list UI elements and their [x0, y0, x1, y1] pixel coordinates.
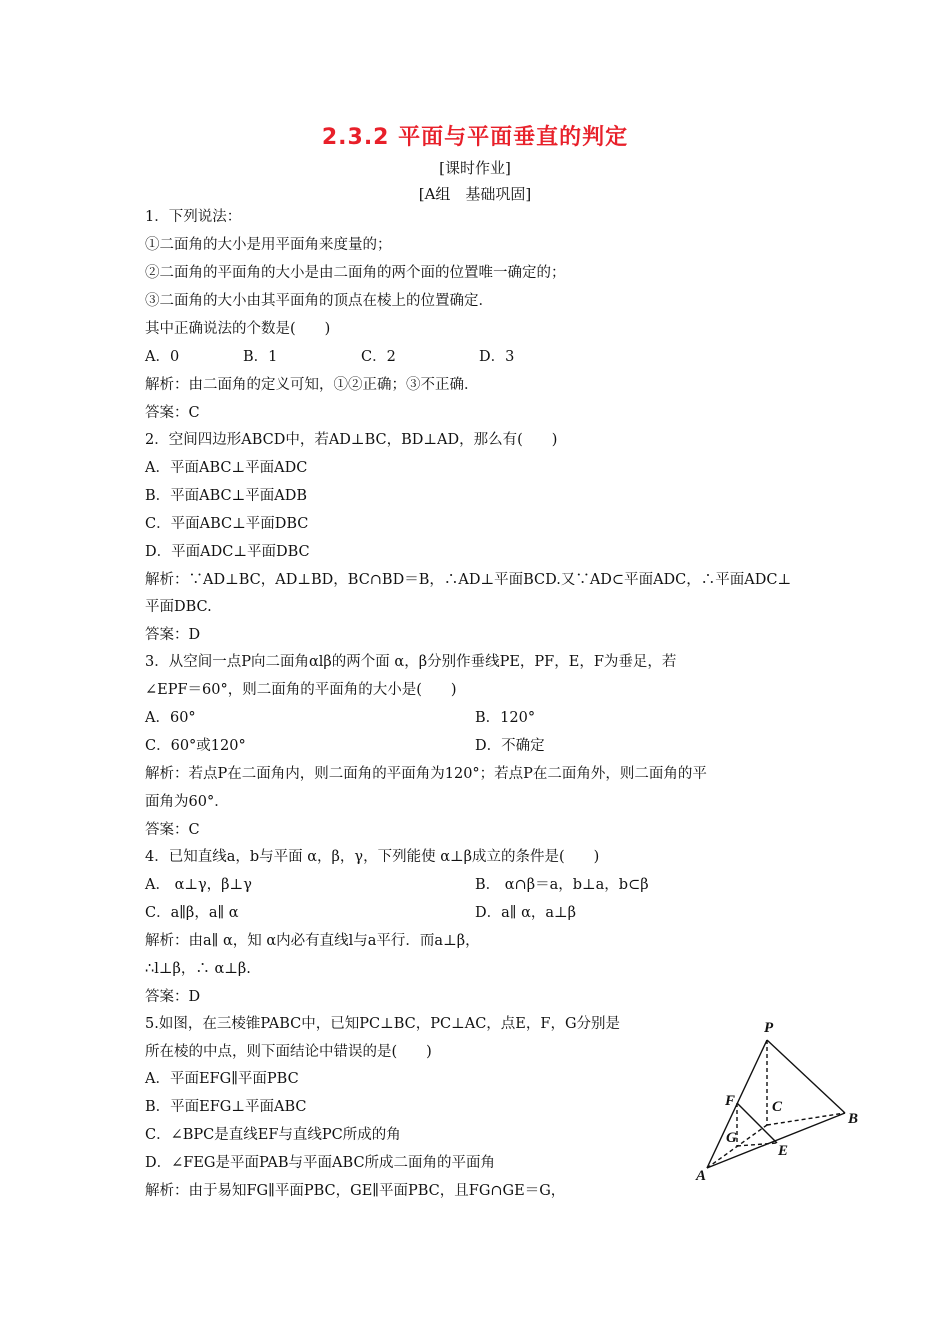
q1-ask: 其中正确说法的个数是( )	[145, 321, 331, 337]
q1-option-d: D．3	[479, 349, 515, 365]
q2-option-a: A．平面ABC⊥平面ADC	[145, 460, 308, 476]
q4-analysis-line2: ∴l⊥β，∴ α⊥β.	[145, 961, 251, 977]
q1-option-a: A．0	[145, 349, 180, 365]
q5-option-c: C．∠BPC是直线EF与直线PC所成的角	[145, 1127, 401, 1143]
q3-analysis-line2: 面角为60°．	[145, 794, 229, 810]
q2-stem: 2．空间四边形ABCD中，若AD⊥BC，BD⊥AD，那么有( )	[145, 432, 558, 448]
q2-option-b: B．平面ABC⊥平面ADB	[145, 488, 308, 504]
q4-option-b: B． α∩β＝a，b⊥a，b⊂β	[475, 877, 649, 893]
q1-option-c: C．2	[361, 349, 396, 365]
q4-analysis-line1: 解析：由a∥ α，知 α内必有直线l与a平行．而a⊥β，	[145, 933, 480, 949]
page-title: 2.3.2 平面与平面垂直的判定	[321, 125, 629, 150]
q5-option-a: A．平面EFG∥平面PBC	[145, 1071, 299, 1087]
q5-option-d: D．∠FEG是平面PAB与平面ABC所成二面角的平面角	[145, 1155, 496, 1171]
q4-answer: 答案：D	[145, 989, 201, 1005]
label-a: A	[696, 1168, 707, 1184]
label-c: C	[772, 1099, 783, 1115]
q1-analysis: 解析：由二面角的定义可知，①②正确；③不正确．	[145, 377, 479, 393]
segment-fe	[737, 1103, 777, 1143]
pyramid-figure	[690, 1015, 870, 1185]
q2-analysis-line1: 解析：∵AD⊥BC，AD⊥BD，BC∩BD＝B，∴AD⊥平面BCD.又∵AD⊂平面ADC，∴平面ADC⊥	[145, 572, 792, 588]
subtitle-homework: [课时作业]	[439, 159, 511, 177]
q3-stem-line2: ∠EPF＝60°，则二面角的平面角的大小是( )	[145, 682, 457, 698]
q3-stem-line1: 3．从空间一点P向二面角αlβ的两个面 α，β分别作垂线PE，PF，E，F为垂足，若	[145, 654, 677, 670]
q3-analysis-line1: 解析：若点P在二面角内，则二面角的平面角为120°；若点P在二面角外，则二面角的平	[145, 766, 707, 782]
q3-option-a: A．60°	[145, 710, 196, 726]
q3-option-c: C．60°或120°	[145, 738, 246, 754]
q1-statement-3: ③二面角的大小由其平面角的顶点在棱上的位置确定．	[145, 293, 493, 309]
q5-stem-line2: 所在棱的中点，则下面结论中错误的是( )	[145, 1044, 432, 1060]
q2-option-c: C．平面ABC⊥平面DBC	[145, 516, 309, 532]
label-g: G	[726, 1130, 737, 1146]
q2-analysis-line2: 平面DBC.	[145, 599, 212, 615]
q1-stem: 1．下列说法：	[145, 209, 242, 225]
q3-option-b: B．120°	[475, 710, 536, 726]
q5-analysis: 解析：由于易知FG∥平面PBC，GE∥平面PBC，且FG∩GE＝G，	[145, 1183, 566, 1199]
q2-option-d: D．平面ADC⊥平面DBC	[145, 544, 310, 560]
subtitle-group: [A组 基础巩固]	[418, 185, 532, 203]
q4-option-a: A． α⊥γ，β⊥γ	[145, 877, 252, 893]
label-b: B	[848, 1111, 859, 1127]
label-e: E	[778, 1143, 789, 1159]
label-p: P	[764, 1020, 774, 1036]
q4-stem: 4．已知直线a，b与平面 α，β，γ，下列能使 α⊥β成立的条件是( )	[145, 849, 600, 865]
q5-stem-line1: 5.如图，在三棱锥PABC中，已知PC⊥BC，PC⊥AC，点E，F，G分别是	[145, 1016, 621, 1032]
q4-option-c: C．a∥β，a∥ α	[145, 905, 239, 921]
q4-option-d: D．a∥ α，a⊥β	[475, 905, 577, 921]
q1-statement-2: ②二面角的平面角的大小是由二面角的两个面的位置唯一确定的；	[145, 265, 566, 281]
segment-ge	[737, 1143, 777, 1146]
label-f: F	[725, 1093, 736, 1109]
q1-statement-1: ①二面角的大小是用平面角来度量的；	[145, 237, 392, 253]
q1-option-b: B．1	[243, 349, 278, 365]
q3-answer: 答案：C	[145, 822, 200, 838]
q3-option-d: D．不确定	[475, 738, 545, 754]
q1-answer: 答案：C	[145, 405, 200, 421]
q5-option-b: B．平面EFG⊥平面ABC	[145, 1099, 307, 1115]
q2-answer: 答案：D	[145, 627, 201, 643]
